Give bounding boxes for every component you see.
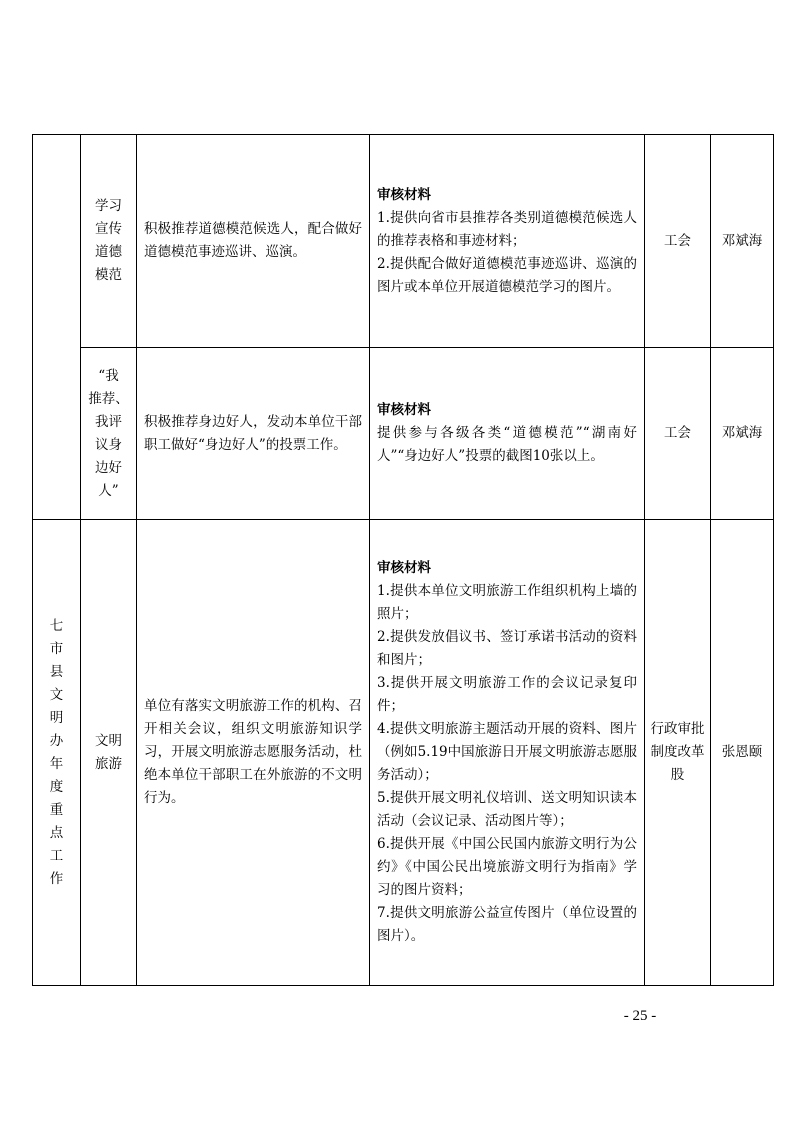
materials-title: 审核材料 bbox=[377, 560, 431, 576]
table-row bbox=[33, 520, 774, 986]
description-cell: 积极推荐身边好人，发动本单位干部职工做好“身边好人”的投票工作。 bbox=[137, 348, 370, 520]
item-cell: 文明 旅游 bbox=[81, 520, 137, 986]
category-cell-continued bbox=[33, 135, 81, 520]
person-cell: 邓斌海 bbox=[711, 135, 774, 348]
department-cell: 工会 bbox=[645, 135, 711, 348]
page-number: - 25 - bbox=[623, 1008, 657, 1024]
person-cell: 张恩颐 bbox=[711, 520, 774, 986]
materials-title: 审核材料 bbox=[377, 186, 431, 203]
materials-text: 提供参与各级各类“道德模范”“湖南好人”“身边好人”投票的截图10张以上。 bbox=[377, 425, 637, 464]
table-row bbox=[33, 135, 774, 348]
materials-cell bbox=[370, 348, 645, 520]
item-cell: 学习 宣传 道德 模范 bbox=[81, 135, 137, 348]
assessment-table bbox=[32, 134, 774, 986]
department-cell: 工会 bbox=[645, 348, 711, 520]
materials-cell bbox=[370, 520, 645, 986]
department-cell: 行政审批制度改革股 bbox=[645, 520, 711, 986]
description-cell: 积极推荐道德模范候选人，配合做好道德模范事迹巡讲、巡演。 bbox=[137, 135, 370, 348]
materials-text: 1.提供向省市县推荐各类别道德模范候选人的推荐表格和事迹材料； 2.提供配合做好道德模范事迹巡讲、巡演的图片或本单位开展道德模范学习的图片。 bbox=[377, 209, 637, 295]
person-cell: 邓斌海 bbox=[711, 348, 774, 520]
materials-cell bbox=[370, 135, 645, 348]
item-cell: “我 推荐、 我评 议身 边好 人” bbox=[81, 348, 137, 520]
materials-title: 审核材料 bbox=[377, 402, 431, 418]
category-cell: 七 市 县 文 明 办 年 度 重 点 工 作 bbox=[33, 520, 81, 986]
table-row bbox=[33, 348, 774, 520]
materials-text: 1.提供本单位文明旅游工作组织机构上墙的照片； 2.提供发放倡议书、签订承诺书活动的资料和图片； 3.提供开展文明旅游工作的会议记录复印件； 4.提供文明旅游主题活动开展的资料、图片（例如5.19中国旅游日开展文明旅游志愿服务活动）； 5.提供开展文明礼仪培训、送文明知识读本活动（会议记录、活动图片等）； 6.提供开展《中国公民国内旅游文明行为公约》《中国公民出境旅游文明行为指南》学习的图片资料； 7.提供文明旅游公益宣传图片（单位设置的图片）。 bbox=[377, 583, 637, 944]
description-cell: 单位有落实文明旅游工作的机构、召开相关会议，组织文明旅游知识学习，开展文明旅游志愿服务活动，杜绝本单位干部职工在外旅游的不文明行为。 bbox=[137, 520, 370, 986]
